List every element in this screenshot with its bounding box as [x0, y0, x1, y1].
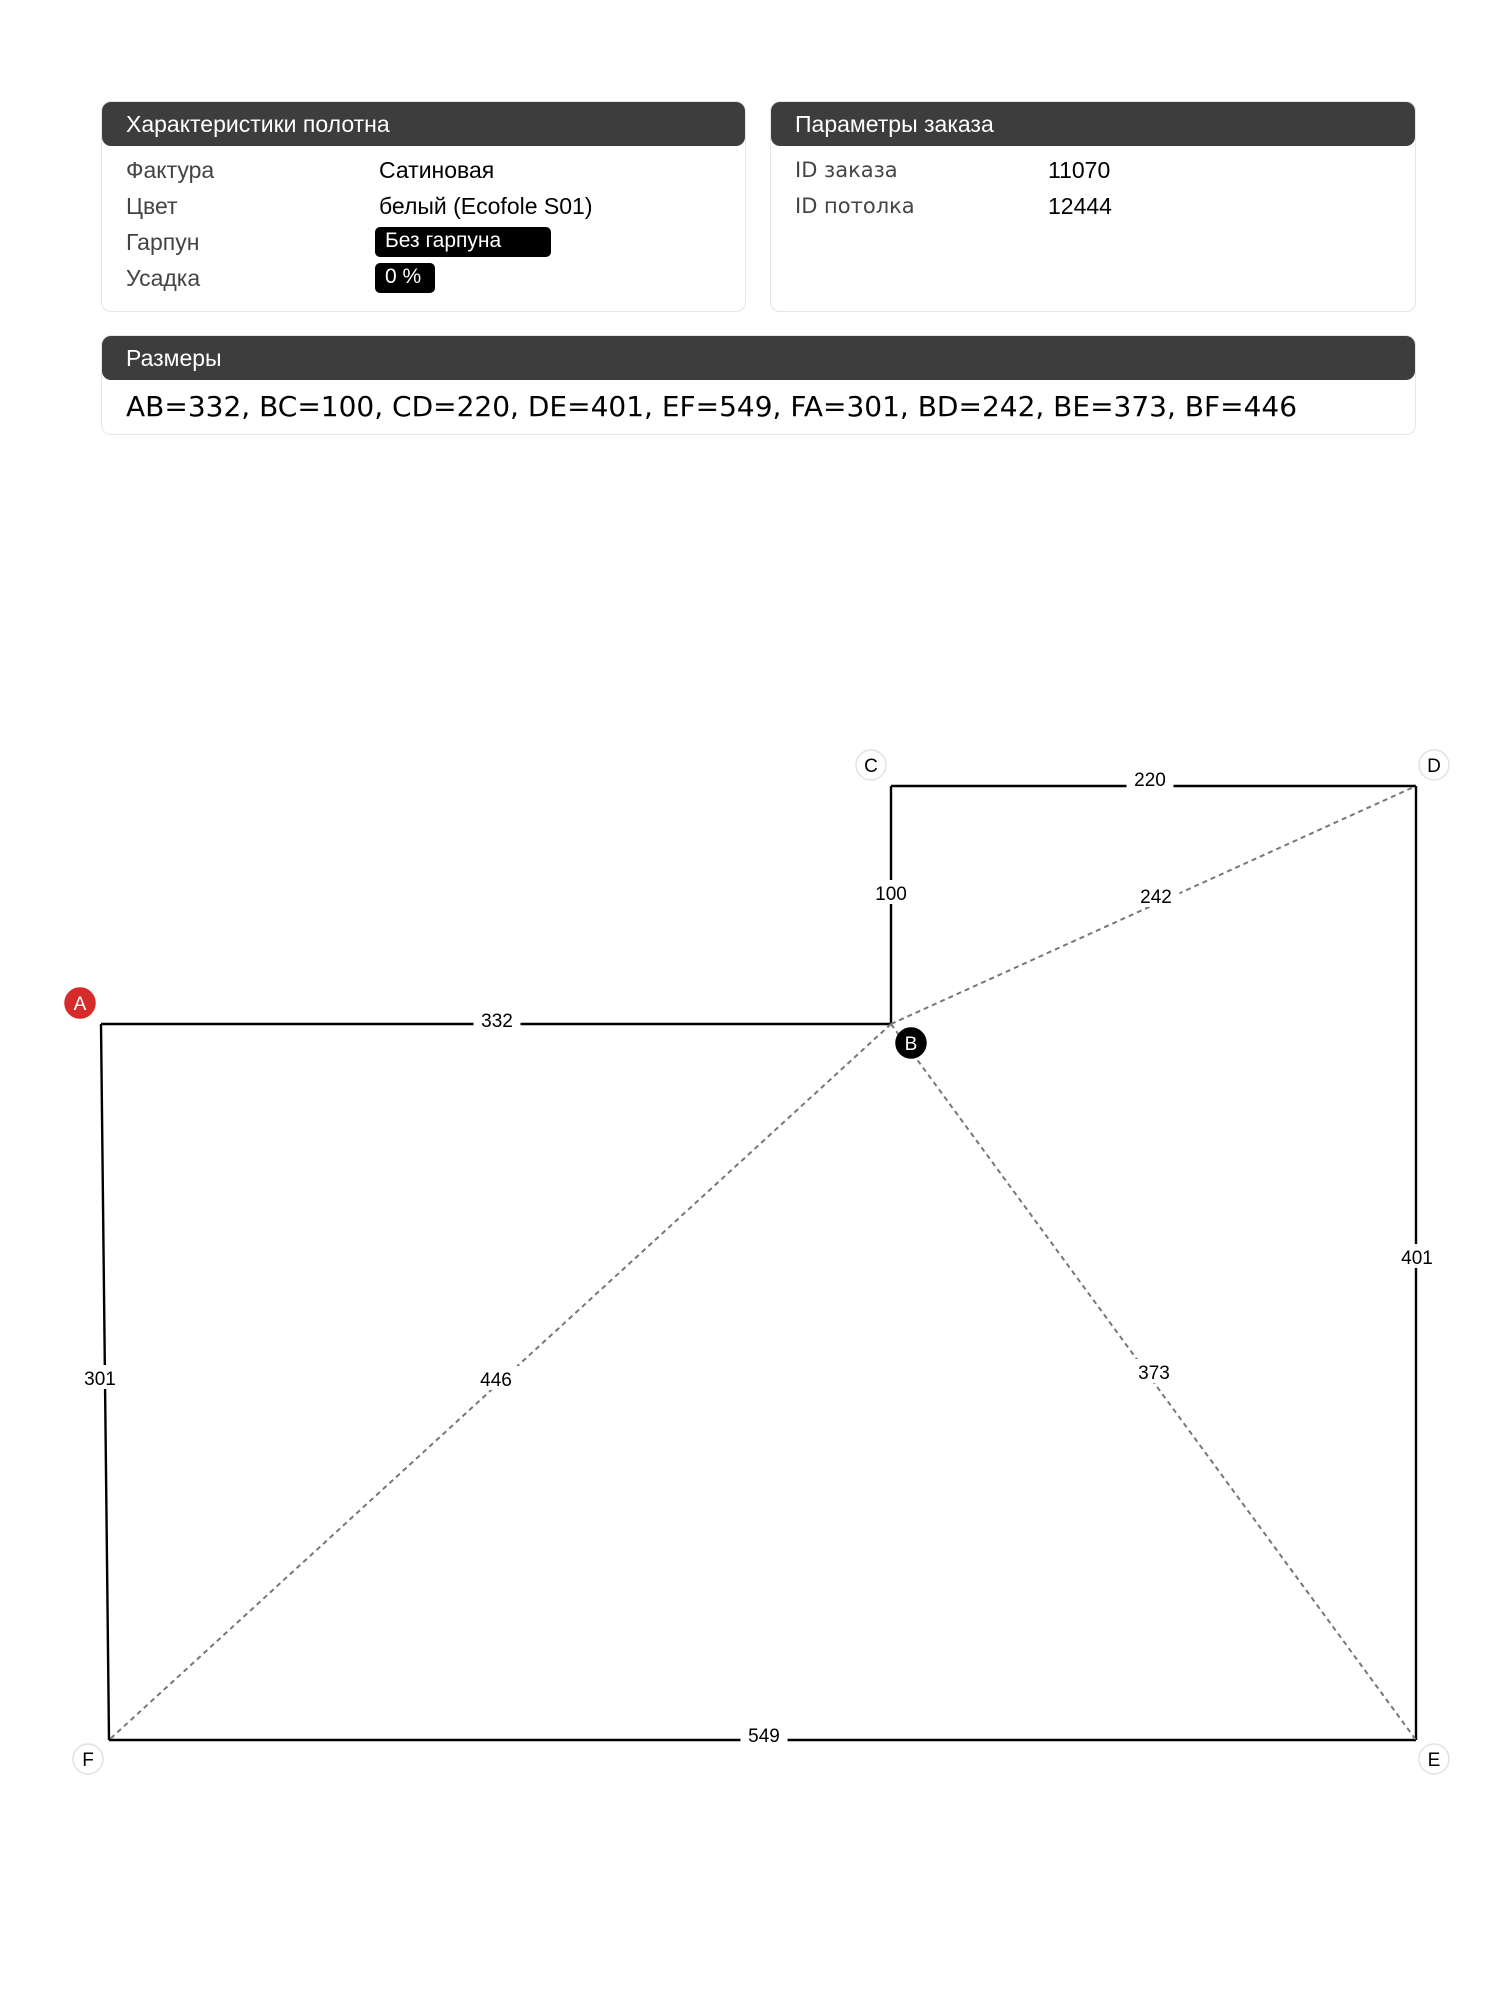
vertex-d-label: D	[1427, 756, 1441, 777]
ceiling-id-value: 12444	[1048, 192, 1112, 219]
color-label: Цвет	[126, 192, 178, 219]
sizes-title: Размеры	[102, 336, 1415, 380]
sizes-text: AB=332, BC=100, CD=220, DE=401, EF=549, FA=301, BD=242, BE=373, BF=446	[126, 390, 1298, 423]
vertex-e-label: E	[1427, 1750, 1441, 1771]
texture-label: Фактура	[126, 156, 215, 183]
vertex-c-label: C	[864, 756, 878, 777]
harpoon-label: Гарпун	[126, 228, 200, 255]
edge-label-bf: 446	[480, 1370, 512, 1391]
shrinkage-badge: 0 %	[375, 263, 435, 293]
canvas-characteristics-title: Характеристики полотна	[102, 102, 745, 146]
order-parameters-title: Параметры заказа	[771, 102, 1415, 146]
edge-label-bd: 242	[1140, 887, 1172, 908]
vertex-f-label: F	[82, 1750, 94, 1771]
edge-label-de: 401	[1401, 1248, 1433, 1269]
texture-value: Сатиновая	[379, 156, 495, 183]
edge-label-fa: 301	[84, 1369, 116, 1390]
edge-label-be: 373	[1138, 1363, 1170, 1384]
edge-label-ef: 549	[748, 1726, 780, 1747]
color-value: белый (Ecofole S01)	[379, 192, 593, 219]
vertex-b-label: B	[904, 1034, 918, 1055]
order-id-label: ID заказа	[795, 158, 898, 182]
edge-label-cd: 220	[1134, 770, 1166, 791]
harpoon-badge: Без гарпуна	[375, 227, 551, 257]
edge-label-bc: 100	[875, 884, 907, 905]
ceiling-id-label: ID потолка	[795, 194, 915, 218]
vertex-a-label: A	[73, 994, 87, 1015]
shrinkage-label: Усадка	[126, 264, 201, 291]
edge-label-ab: 332	[481, 1011, 513, 1032]
order-id-value: 11070	[1048, 156, 1111, 183]
